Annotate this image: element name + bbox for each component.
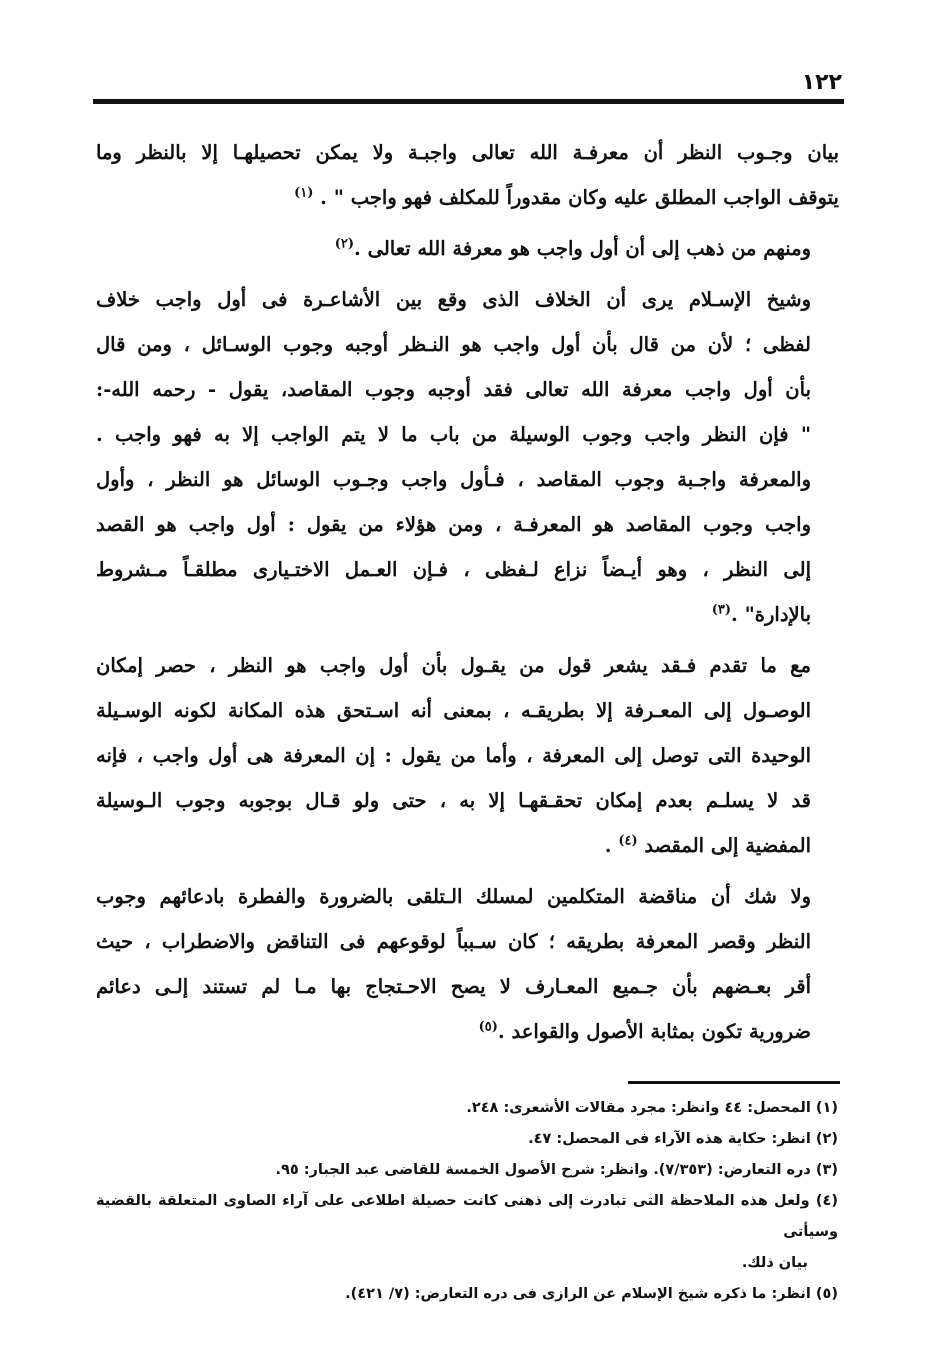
footnotes — [96, 1093, 838, 1310]
footnote-5: (٥) انظر: ما ذكره شيخ الإسلام عن الرازى فى دره التعارض: (٧/ ٤٢١). — [345, 1286, 838, 1302]
paragraph-4 — [96, 643, 839, 868]
footnote-4-continuation: بيان ذلك. — [741, 1255, 808, 1271]
paragraph-5 — [96, 874, 839, 1054]
footnote-ref: (٣) — [711, 602, 732, 618]
text-line: لفظى ؛ لأن من قال بأن أول واجب هو النـظر أوجبه وجوب الوسـائل ، ومن قال — [96, 333, 811, 356]
text-line: وشيخ الإسـلام يرى أن الخلاف الذى وقع بين الأشاعـرة فى أول واجب خلاف — [96, 288, 811, 311]
text-line — [96, 226, 839, 271]
footnote-ref: (١) — [294, 185, 314, 201]
text-line: الوحيدة التى توصل إلى المعرفة ، وأما من يقول : إن المعرفة هى أول واجب ، فإنه — [96, 744, 811, 767]
footnote-ref: (٢) — [334, 236, 355, 252]
footnote-1: (١) المحصل: ٤٤ وانظر: مجرد مقالات الأشعرى: ٢٤٨. — [466, 1100, 838, 1116]
text-line: الوصـول إلى المعـرفة إلا بطريقـه ، بمعنى أنه اسـتحق هذه المكانة لكونه الوسـيلة — [96, 699, 811, 722]
text-line: واجب وجوب المقاصد هو المعرفـة ، ومن هؤلاء من يقول : أول واجب هو القصد — [96, 513, 811, 536]
paragraph-1 — [96, 130, 839, 220]
page-number: ١٢٢ — [801, 70, 842, 95]
footnote-separator — [628, 1081, 840, 1084]
text-line: قد لا يسلـم بعدم إمكان تحقـقهـا إلا به ، حتى ولو قـال بوجوبه وجوب الـوسيلة — [96, 789, 811, 812]
footnote-ref: (٤) — [618, 833, 638, 849]
text-line: والمعرفة واجـبة وجوب المقاصد ، فـأول واجب وجـوب الوسائل هو النظر ، وأول — [96, 468, 811, 491]
text-segment: بالإدارة" . — [731, 603, 811, 626]
paragraph-3 — [96, 277, 839, 637]
footnote-4: (٤) ولعل هذه الملاحظة التى تبادرت إلى ذهنى كانت حصيلة اطلاعى على آراء الصاوى المتعلقة بالقضية وسيأتى — [96, 1193, 838, 1240]
text-line: بأن أول واجب معرفة الله تعالى فقد أوجبه وجوب المقاصد، يقول - رحمه الله-: — [96, 378, 811, 401]
text-line: مع ما تقدم فـقد يشعر قول من يقـول بأن أول واجب هو النظر ، حصر إمكان — [96, 654, 811, 677]
text-line: أقر بعـضهم بأن جـميع المعـارف لا يصح الاحـتجاج بها مـا لم تستند إلـى دعائم — [96, 975, 811, 998]
paragraph-2 — [96, 226, 839, 271]
text-segment: يتوقف الواجب المطلق عليه وكان مقدوراً للمكلف فهو واجب " . — [320, 186, 839, 209]
text-line — [96, 175, 839, 220]
text-line — [96, 592, 839, 637]
text-line — [96, 1009, 839, 1054]
text-line: " فإن النظر واجب وجوب الوسيلة من باب ما لا يتم الواجب إلا به فهو واجب . — [96, 423, 811, 446]
text-line: ولا شك أن مناقضة المتكلمين لمسلك الـتلقى بالضرورة والفطرة بادعائهم وجوب — [96, 885, 811, 908]
footnote-3: (٣) دره التعارض: (٧/٣٥٣). وانظر: شرح الأصول الخمسة للقاضى عبد الجبار: ٩٥. — [275, 1162, 838, 1178]
footnote-2: (٢) انظر: حكاية هذه الآراء فى المحصل: ٤٧. — [528, 1131, 838, 1147]
text-segment: . — [604, 834, 612, 857]
text-segment: ضرورية تكون بمثابة الأصول والقواعد . — [497, 1020, 811, 1043]
text-segment: ومنهم من ذهب إلى أن أول واجب هو معرفة الله تعالى . — [354, 237, 811, 260]
text-line: بيان وجـوب النظر أن معرفـة الله تعالى واجبـة ولا يمكن تحصيلهـا إلا بالنظر وما — [96, 141, 839, 164]
text-line: إلى النظر ، وهو أيـضاً نزاع لـفظى ، فـإن العـمل الاختـيارى مطلقـاً مـشروط — [96, 558, 811, 581]
header-rule — [93, 99, 844, 104]
footnote-ref: (٥) — [478, 1019, 498, 1035]
text-line — [96, 823, 839, 868]
body-text — [96, 130, 839, 1054]
text-segment: المفضية إلى المقصد — [644, 834, 811, 857]
text-line: النظر وقصر المعرفة بطريقه ؛ كان سـبباً لوقوعهم فى التناقض والاضطراب ، حيث — [96, 930, 811, 953]
